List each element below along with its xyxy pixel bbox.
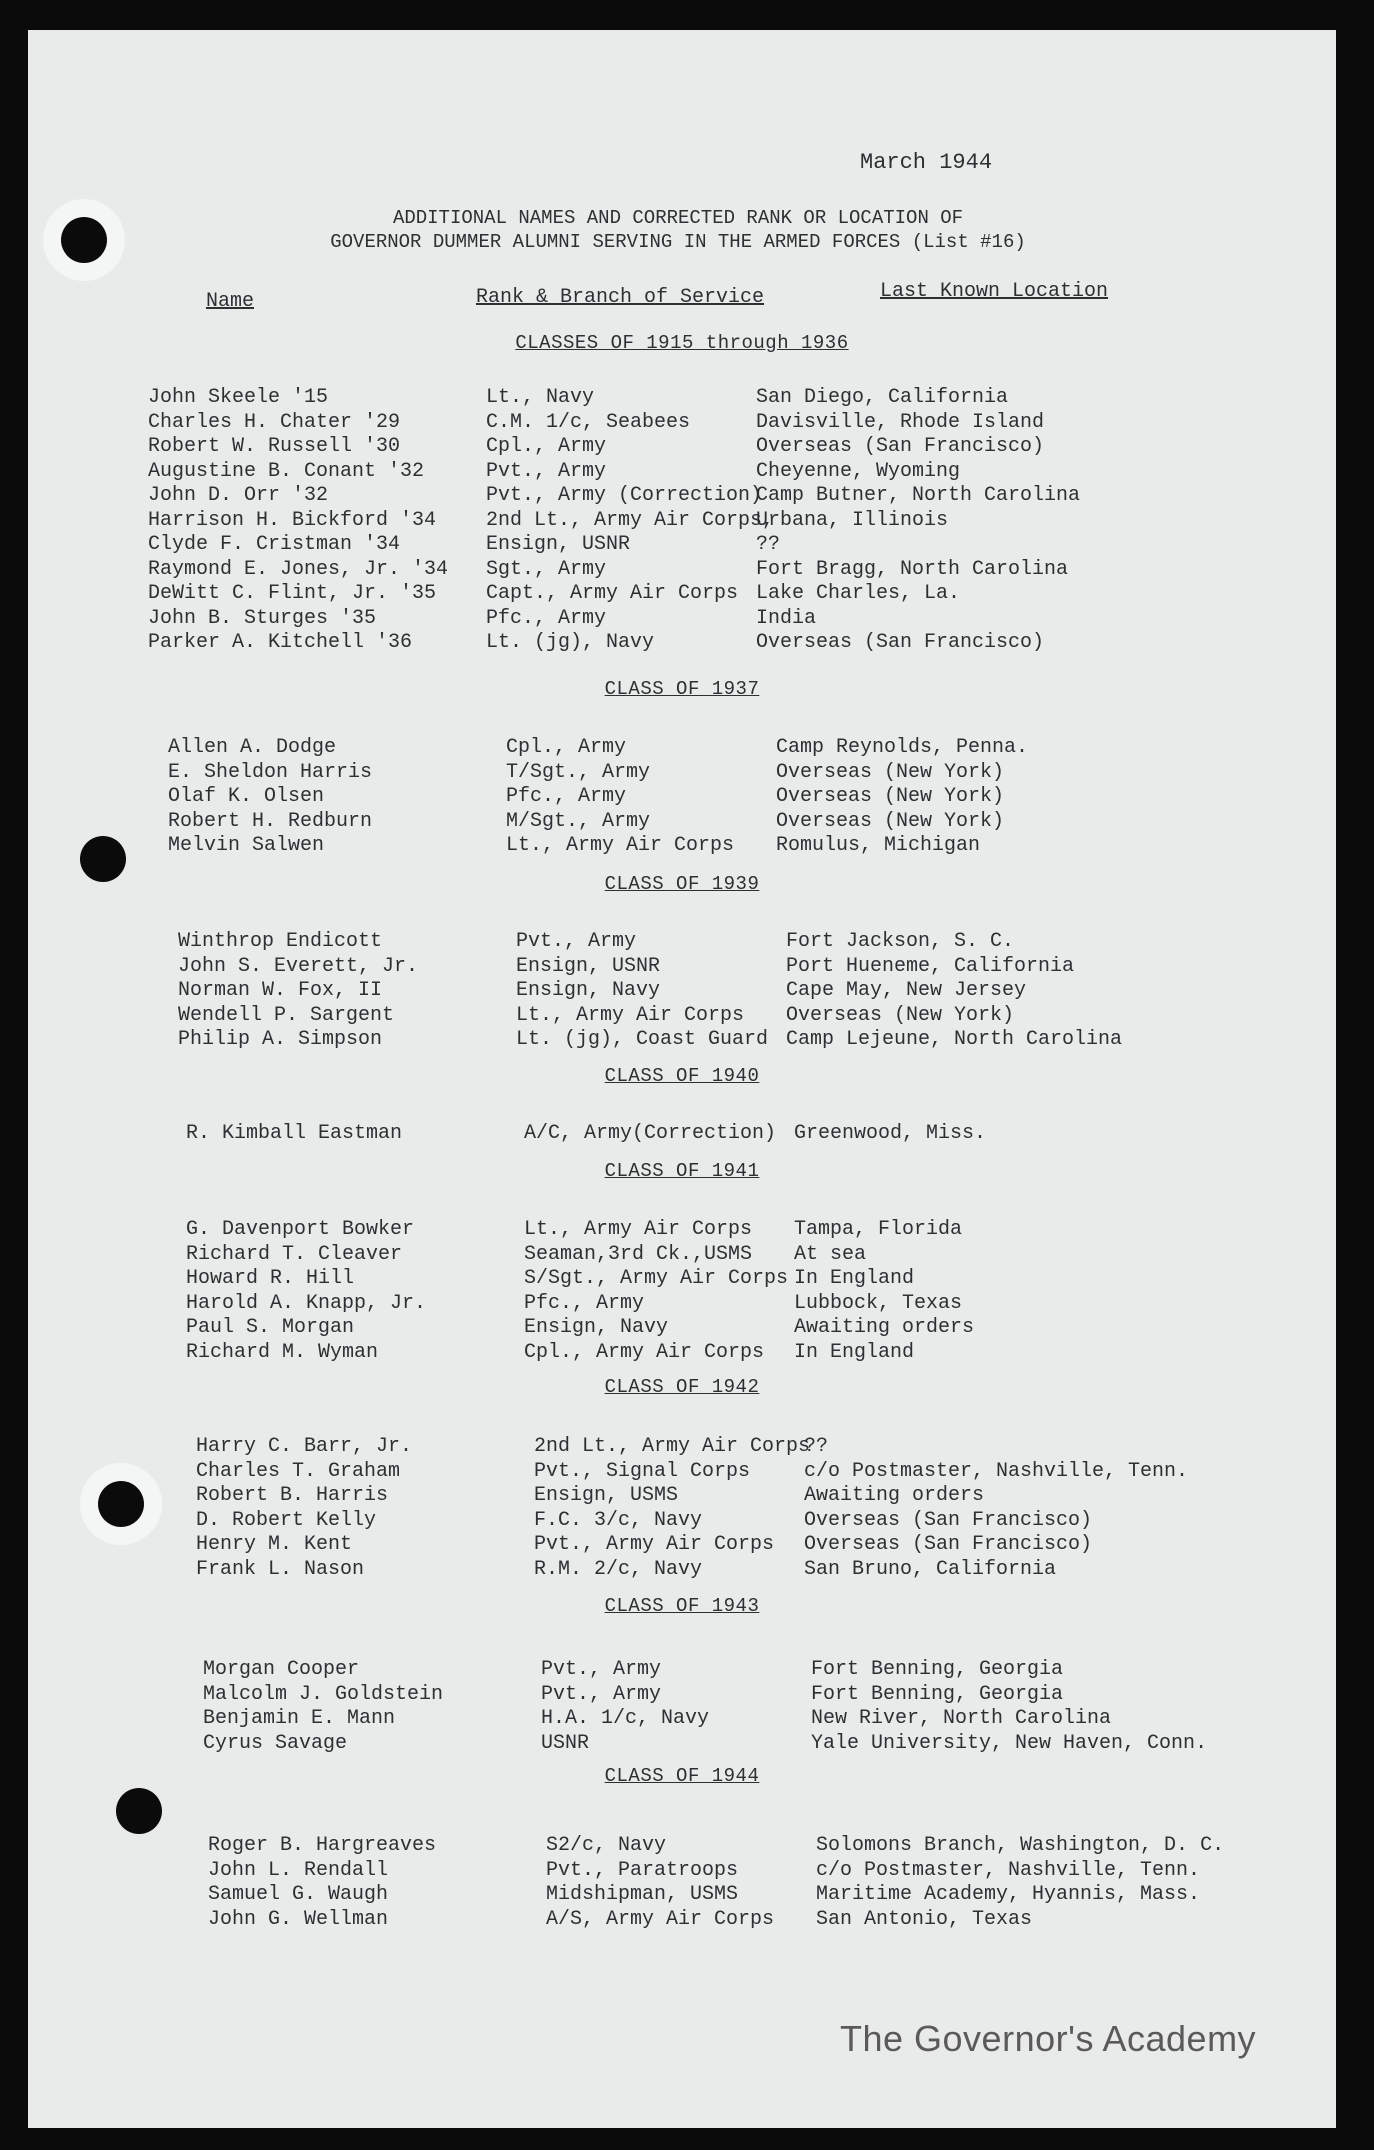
alumni-name: John S. Everett, Jr. [178, 954, 419, 978]
alumni-name: Harrison H. Bickford '34 [148, 508, 437, 532]
alumni-name: Malcolm J. Goldstein [203, 1682, 444, 1706]
rank-branch: Pfc., Army [506, 785, 627, 808]
rank-branch: Capt., Army Air Corps [486, 582, 739, 605]
rank-branch: Pvt., Army [541, 1658, 662, 1681]
last-known-location: Solomons Branch, Washington, D. C. [816, 1834, 1225, 1857]
last-known-location: San Bruno, California [804, 1557, 1057, 1581]
last-known-location: Overseas (San Francisco) [756, 435, 1045, 458]
rank-branch: Pfc., Army [524, 1291, 645, 1315]
alumni-name: Howard R. Hill [186, 1267, 355, 1290]
last-known-location: San Diego, California [756, 386, 1009, 409]
last-known-location: Overseas (San Francisco) [756, 631, 1045, 654]
rank-branch: USNR [541, 1731, 590, 1755]
rank-branch: Ensign, Navy [524, 1316, 669, 1339]
alumni-name: John D. Orr '32 [148, 484, 329, 507]
document-title [248, 206, 1108, 254]
rank-branch: Cpl., Army [486, 435, 607, 458]
alumni-name: Roger B. Hargreaves [208, 1834, 437, 1857]
alumni-name: R. Kimball Eastman [186, 1122, 403, 1145]
last-known-location: Awaiting orders [804, 1484, 985, 1507]
alumni-name: Harold A. Knapp, Jr. [186, 1291, 427, 1315]
alumni-name: Norman W. Fox, II [178, 979, 383, 1002]
section-title: CLASS OF 1937 [604, 678, 760, 700]
column-header-location: Last Known Location [880, 280, 1109, 303]
last-known-location: San Antonio, Texas [816, 1907, 1033, 1931]
alumni-name: John Skeele '15 [148, 386, 329, 409]
last-known-location: Overseas (New York) [776, 809, 1005, 833]
last-known-location: c/o Postmaster, Nashville, Tenn. [816, 1858, 1201, 1882]
last-known-location: Overseas (New York) [786, 1003, 1015, 1027]
last-known-location: ?? [804, 1435, 829, 1458]
watermark: The Governor's Academy [840, 2018, 1257, 2059]
last-known-location: Maritime Academy, Hyannis, Mass. [816, 1883, 1201, 1906]
rank-branch: M/Sgt., Army [506, 809, 651, 833]
alumni-name: Richard M. Wyman [186, 1340, 379, 1364]
rank-branch: H.A. 1/c, Navy [541, 1707, 710, 1730]
last-known-location: Port Hueneme, California [786, 954, 1075, 978]
alumni-name: Clyde F. Cristman '34 [148, 533, 401, 556]
rank-branch: Pvt., Army [516, 930, 637, 953]
rank-branch: Lt., Army Air Corps [516, 1003, 745, 1027]
rank-branch: Seaman,3rd Ck.,USMS [524, 1242, 753, 1266]
alumni-name: Paul S. Morgan [186, 1316, 355, 1339]
document-date: March 1944 [860, 150, 993, 175]
alumni-name: John B. Sturges '35 [148, 606, 377, 630]
title-line-2: GOVERNOR DUMMER ALUMNI SERVING IN THE ARMED FORCES (List #16) [330, 231, 1026, 253]
last-known-location: Overseas (San Francisco) [804, 1533, 1093, 1556]
alumni-name: Allen A. Dodge [168, 736, 337, 759]
section-title: CLASS OF 1940 [604, 1065, 760, 1087]
section-title: CLASS OF 1941 [604, 1160, 760, 1182]
last-known-location: Fort Bragg, North Carolina [756, 557, 1069, 581]
section-title: CLASSES OF 1915 through 1936 [515, 332, 849, 354]
last-known-location: India [756, 606, 817, 630]
alumni-name: E. Sheldon Harris [168, 760, 373, 784]
rank-branch: Lt. (jg), Navy [486, 631, 655, 654]
last-known-location: Cheyenne, Wyoming [756, 459, 961, 483]
rank-branch: Lt., Army Air Corps [506, 834, 735, 857]
rank-branch: Pfc., Army [486, 606, 607, 630]
alumni-name: Morgan Cooper [203, 1658, 360, 1681]
rank-branch: S2/c, Navy [546, 1834, 667, 1857]
alumni-name: Parker A. Kitchell '36 [148, 631, 413, 654]
rank-branch: Cpl., Army [506, 736, 627, 759]
rank-branch: Cpl., Army Air Corps [524, 1340, 765, 1364]
rank-branch: Midshipman, USMS [546, 1883, 739, 1906]
alumni-name: Cyrus Savage [203, 1731, 348, 1755]
document-page [28, 30, 1336, 2128]
alumni-name: Charles T. Graham [196, 1459, 401, 1483]
rank-branch: Sgt., Army [486, 557, 607, 581]
rank-branch: 2nd Lt., Army Air Corps, [486, 508, 775, 532]
alumni-name: G. Davenport Bowker [186, 1218, 415, 1241]
alumni-name: Frank L. Nason [196, 1557, 365, 1581]
alumni-name: Raymond E. Jones, Jr. '34 [148, 557, 449, 581]
alumni-name: John G. Wellman [208, 1907, 389, 1931]
alumni-name: Richard T. Cleaver [186, 1242, 403, 1266]
section-title: CLASS OF 1943 [604, 1595, 760, 1617]
last-known-location: Overseas (New York) [776, 760, 1005, 784]
rank-branch: T/Sgt., Army [506, 760, 651, 784]
rank-branch: Lt., Navy [486, 386, 595, 409]
alumni-name: Robert W. Russell '30 [148, 435, 401, 458]
alumni-name: Augustine B. Conant '32 [148, 459, 425, 483]
last-known-location: Fort Benning, Georgia [811, 1682, 1064, 1706]
last-known-location: Greenwood, Miss. [794, 1122, 987, 1145]
alumni-name: Robert H. Redburn [168, 809, 373, 833]
rank-branch: Ensign, Navy [516, 979, 661, 1002]
alumni-name: DeWitt C. Flint, Jr. '35 [148, 582, 437, 605]
rank-branch: Pvt., Signal Corps [534, 1459, 751, 1483]
alumni-name: Harry C. Barr, Jr. [196, 1435, 413, 1458]
alumni-name: Melvin Salwen [168, 834, 325, 857]
last-known-location: Lake Charles, La. [756, 582, 961, 605]
alumni-name: D. Robert Kelly [196, 1508, 377, 1532]
last-known-location: Fort Jackson, S. C. [786, 930, 1015, 953]
last-known-location: Urbana, Illinois [756, 508, 949, 532]
last-known-location: Camp Reynolds, Penna. [776, 736, 1029, 759]
last-known-location: Romulus, Michigan [776, 834, 981, 857]
alumni-name: Winthrop Endicott [178, 930, 383, 953]
rank-branch: Ensign, USNR [486, 533, 631, 556]
rank-branch: A/C, Army(Correction) [524, 1122, 777, 1145]
punch-hole [98, 1481, 144, 1527]
rank-branch: Pvt., Paratroops [546, 1858, 739, 1882]
last-known-location: Awaiting orders [794, 1316, 975, 1339]
alumni-name: Philip A. Simpson [178, 1028, 383, 1051]
section-title: CLASS OF 1942 [604, 1376, 760, 1398]
rank-branch: Ensign, USMS [534, 1484, 679, 1507]
punch-hole [116, 1788, 162, 1834]
last-known-location: Overseas (San Francisco) [804, 1508, 1093, 1532]
column-header-rank: Rank & Branch of Service [476, 286, 765, 309]
alumni-name: Robert B. Harris [196, 1484, 389, 1507]
alumni-name: Olaf K. Olsen [168, 785, 325, 808]
rank-branch: S/Sgt., Army Air Corps [524, 1267, 789, 1290]
last-known-location: Davisville, Rhode Island [756, 410, 1045, 434]
title-line-1: ADDITIONAL NAMES AND CORRECTED RANK OR LOCATION OF [392, 207, 964, 229]
alumni-name: Wendell P. Sargent [178, 1003, 395, 1027]
last-known-location: New River, North Carolina [811, 1707, 1112, 1730]
alumni-name: Henry M. Kent [196, 1533, 353, 1556]
rank-branch: Ensign, USNR [516, 954, 661, 978]
alumni-name: Charles H. Chater '29 [148, 410, 401, 434]
rank-branch: Lt., Army Air Corps [524, 1218, 753, 1241]
rank-branch: C.M. 1/c, Seabees [486, 410, 691, 434]
alumni-name: Benjamin E. Mann [203, 1707, 396, 1730]
section-title: CLASS OF 1944 [604, 1765, 760, 1787]
rank-branch: R.M. 2/c, Navy [534, 1557, 703, 1581]
last-known-location: Fort Benning, Georgia [811, 1658, 1064, 1681]
last-known-location: At sea [794, 1242, 867, 1266]
rank-branch: Pvt., Army Air Corps [534, 1533, 775, 1556]
rank-branch: Lt. (jg), Coast Guard [516, 1028, 769, 1051]
alumni-name: Samuel G. Waugh [208, 1883, 389, 1906]
section-title: CLASS OF 1939 [604, 873, 760, 895]
rank-branch: Pvt., Army [541, 1682, 662, 1706]
rank-branch: 2nd Lt., Army Air Corps [534, 1435, 811, 1458]
rank-branch: Pvt., Army (Correction) [486, 484, 763, 507]
last-known-location: Tampa, Florida [794, 1218, 963, 1241]
last-known-location: c/o Postmaster, Nashville, Tenn. [804, 1459, 1189, 1483]
last-known-location: Camp Butner, North Carolina [756, 484, 1081, 507]
last-known-location: In England [794, 1267, 915, 1290]
alumni-name: John L. Rendall [208, 1858, 389, 1882]
rank-branch: F.C. 3/c, Navy [534, 1508, 703, 1532]
column-header-name: Name [206, 290, 255, 313]
last-known-location: Camp Lejeune, North Carolina [786, 1028, 1123, 1051]
last-known-location: Yale University, New Haven, Conn. [811, 1731, 1208, 1755]
last-known-location: Overseas (New York) [776, 785, 1005, 808]
last-known-location: Lubbock, Texas [794, 1291, 963, 1315]
rank-branch: Pvt., Army [486, 459, 607, 483]
last-known-location: ?? [756, 533, 781, 556]
last-known-location: In England [794, 1340, 915, 1364]
punch-hole [61, 217, 107, 263]
rank-branch: A/S, Army Air Corps [546, 1907, 775, 1931]
last-known-location: Cape May, New Jersey [786, 979, 1027, 1002]
